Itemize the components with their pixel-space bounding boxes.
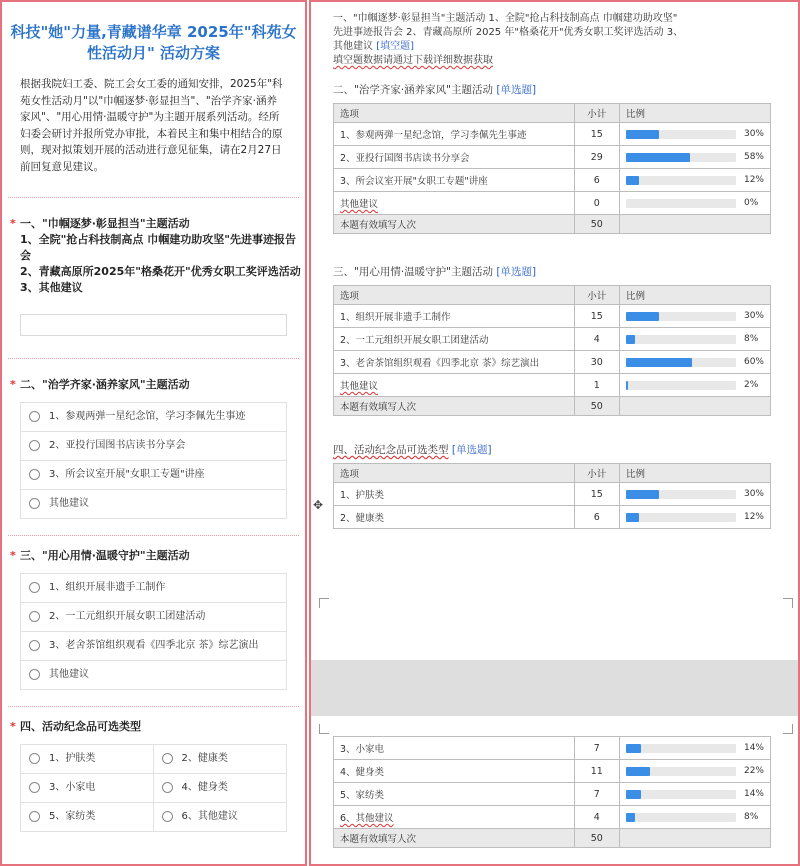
option-count: 4: [574, 806, 619, 829]
move-handle-icon[interactable]: ✥: [313, 498, 324, 512]
option-label: 2、健康类: [334, 506, 575, 529]
question-type-tag: [单选题]: [496, 84, 537, 96]
radio-option[interactable]: 3、小家电: [21, 774, 154, 803]
option-count: 15: [574, 305, 619, 328]
section-4-table: [333, 463, 771, 529]
q1-summary-line: 一、"巾帼逐梦·彰显担当"主题活动 1、全院"抢占科技制高点 巾帼建功助攻坚": [333, 13, 678, 24]
question-2-heading: * 二、"治学齐家·涵养家风"主题活动: [10, 378, 190, 391]
ratio-percent: 30%: [743, 311, 764, 321]
ratio-bar: [626, 130, 736, 139]
question-1-line-1: 1、全院"抢占科技制高点 巾帼建功助攻坚"先进事迹报告会: [20, 233, 296, 262]
ratio-bar: [626, 153, 736, 162]
section-3-table: [333, 285, 771, 416]
question-4-heading: * 四、活动纪念品可选类型: [10, 720, 141, 733]
radio-option[interactable]: 4、健身类: [154, 774, 287, 803]
option-count: 6: [574, 506, 619, 529]
survey-intro: 根据我院妇工委、院工会女工委的通知安排，2025年"科苑女性活动月"以"巾帼逐梦·彰显担当"、"治学齐家·涵养家风"、"用心用情·温暖守护"为主题开展系列活动。经所妇委会研讨并报所党办审批，本着民主和集中相结合的原则，现对拟策划开展的活动进行意见征集，请在2月27日前回复意见建议。: [20, 78, 283, 173]
radio-button[interactable]: [29, 611, 40, 622]
col-ratio-header: 比例: [619, 286, 770, 305]
radio-option[interactable]: 1、组织开展非遗手工制作: [21, 574, 286, 603]
ratio-bar: [626, 312, 736, 321]
option-label: 1、护肤类: [334, 483, 575, 506]
ratio-bar: [626, 199, 736, 208]
radio-option[interactable]: 2、健康类: [154, 745, 287, 774]
ratio-percent: 0%: [743, 198, 759, 208]
option-label: 4、健身类: [334, 760, 575, 783]
ratio-bar-fill: [626, 513, 639, 522]
col-option-header: 选项: [334, 286, 575, 305]
results-document-panel: [309, 0, 800, 866]
survey-form-panel: [0, 0, 307, 866]
radio-option[interactable]: 3、老舍茶馆组织观看《四季北京 茶》综艺演出: [21, 632, 286, 661]
option-label: 6、其他建议: [334, 806, 575, 829]
ratio-percent: 8%: [743, 334, 759, 344]
valid-count: 50: [574, 397, 619, 416]
question-2: [2, 377, 305, 519]
ratio-bar: [626, 381, 736, 390]
col-ratio-header: 比例: [619, 104, 770, 123]
ratio-percent: 60%: [743, 357, 764, 367]
page-break-gap: [311, 660, 800, 716]
question-3: [2, 548, 305, 690]
q1-summary-line: 其他建议 [填空题]: [333, 41, 414, 52]
radio-option[interactable]: 3、所会议室开展"女职工专题"讲座: [21, 461, 286, 490]
col-count-header: 小计: [574, 464, 619, 483]
option-label: 2、亚投行国图书店读书分享会: [334, 146, 575, 169]
option-label: 2、一工元组织开展女职工团建活动: [334, 328, 575, 351]
ratio-percent: 12%: [743, 512, 764, 522]
q1-summary: [311, 12, 798, 68]
radio-button[interactable]: [29, 811, 40, 822]
question-4: [2, 719, 305, 832]
radio-button[interactable]: [162, 782, 173, 793]
question-4-options: [20, 744, 287, 832]
ratio-percent: 22%: [743, 766, 764, 776]
fill-data-note: 填空题数据请通过下载详细数据获取: [333, 55, 493, 66]
ratio-bar-fill: [626, 744, 641, 753]
ratio-bar: [626, 744, 736, 753]
option-count: 7: [574, 783, 619, 806]
ratio-bar: [626, 490, 736, 499]
option-count: 7: [574, 737, 619, 760]
radio-button[interactable]: [29, 498, 40, 509]
section-2-table: [333, 103, 771, 234]
option-label: 1、参观两弹一星纪念馆，学习李佩先生事迹: [334, 123, 575, 146]
option-count: 1: [574, 374, 619, 397]
radio-button[interactable]: [29, 582, 40, 593]
radio-option[interactable]: 1、护肤类: [21, 745, 154, 774]
valid-count: 50: [574, 215, 619, 234]
valid-count: 50: [574, 829, 619, 848]
ratio-bar-fill: [626, 490, 659, 499]
radio-option[interactable]: 2、一工元组织开展女职工团建活动: [21, 603, 286, 632]
radio-option[interactable]: 其他建议: [21, 661, 286, 689]
option-label: 3、老舍茶馆组织观看《四季北京 茶》综艺演出: [334, 351, 575, 374]
question-1: [2, 216, 305, 336]
ratio-bar-fill: [626, 381, 628, 390]
col-option-header: 选项: [334, 464, 575, 483]
option-count: 4: [574, 328, 619, 351]
ratio-bar-fill: [626, 312, 659, 321]
radio-button[interactable]: [29, 440, 40, 451]
divider: [8, 535, 299, 536]
col-option-header: 选项: [334, 104, 575, 123]
ratio-bar-fill: [626, 767, 650, 776]
ratio-bar-fill: [626, 790, 641, 799]
ratio-percent: 14%: [743, 743, 764, 753]
question-2-options: [20, 402, 287, 519]
question-3-options: [20, 573, 287, 690]
col-count-header: 小计: [574, 286, 619, 305]
ratio-bar-fill: [626, 176, 639, 185]
question-1-text-input[interactable]: [20, 314, 287, 336]
section-2-title: 二、"治学齐家·涵养家风"主题活动 [单选题]: [333, 84, 537, 96]
divider: [8, 197, 299, 198]
page-margin-corner: [319, 724, 329, 734]
radio-button[interactable]: [29, 411, 40, 422]
question-type-tag: [填空题]: [376, 41, 414, 52]
radio-button[interactable]: [29, 469, 40, 480]
option-count: 15: [574, 123, 619, 146]
section-3-title: 三、"用心用情·温暖守护"主题活动 [单选题]: [333, 266, 537, 278]
option-count: 30: [574, 351, 619, 374]
ratio-percent: 12%: [743, 175, 764, 185]
ratio-percent: 30%: [743, 489, 764, 499]
option-label: 5、家纺类: [334, 783, 575, 806]
ratio-bar-fill: [626, 813, 635, 822]
col-ratio-header: 比例: [619, 464, 770, 483]
option-count: 15: [574, 483, 619, 506]
ratio-bar: [626, 176, 736, 185]
ratio-bar: [626, 358, 736, 367]
valid-count-label: 本题有效填写人次: [334, 397, 575, 416]
radio-button[interactable]: [29, 782, 40, 793]
option-count: 0: [574, 192, 619, 215]
question-1-line-3: 3、其他建议: [20, 281, 83, 294]
option-count: 6: [574, 169, 619, 192]
ratio-bar-fill: [626, 335, 635, 344]
q1-summary-line: 先进事迹报告会 2、青藏高原所 2025 年"格桑花开"优秀女职工奖评选活动 3、: [333, 27, 684, 38]
ratio-percent: 2%: [743, 380, 759, 390]
section-4-table-continued: [333, 736, 771, 848]
question-3-heading: * 三、"用心用情·温暖守护"主题活动: [10, 549, 190, 562]
radio-option[interactable]: 2、亚投行国图书店读书分享会: [21, 432, 286, 461]
option-label: 3、所会议室开展"女职工专题"讲座: [334, 169, 575, 192]
ratio-bar: [626, 767, 736, 776]
divider: [8, 358, 299, 359]
ratio-bar: [626, 790, 736, 799]
radio-button[interactable]: [162, 811, 173, 822]
divider: [8, 706, 299, 707]
radio-option[interactable]: 其他建议: [21, 490, 286, 518]
valid-count-label: 本题有效填写人次: [334, 829, 575, 848]
ratio-bar-fill: [626, 358, 692, 367]
ratio-percent: 58%: [743, 152, 764, 162]
survey-title: 科技"她"力量,青藏谱华章 2025年"科苑女性活动月" 活动方案: [10, 23, 297, 62]
page-margin-corner: [783, 598, 793, 608]
ratio-bar: [626, 813, 736, 822]
page-margin-corner: [319, 598, 329, 608]
ratio-percent: 14%: [743, 789, 764, 799]
valid-count-label: 本题有效填写人次: [334, 215, 575, 234]
question-1-line-2: 2、青藏高原所2025年"格桑花开"优秀女职工奖评选活动: [20, 265, 301, 278]
radio-option[interactable]: 1、参观两弹一星纪念馆，学习李佩先生事迹: [21, 403, 286, 432]
option-count: 29: [574, 146, 619, 169]
ratio-bar-fill: [626, 130, 659, 139]
option-label: 其他建议: [334, 374, 575, 397]
radio-button[interactable]: [29, 753, 40, 764]
radio-button[interactable]: [162, 753, 173, 764]
ratio-bar-fill: [626, 153, 690, 162]
ratio-percent: 8%: [743, 812, 759, 822]
page-margin-corner: [783, 724, 793, 734]
option-label: 3、小家电: [334, 737, 575, 760]
ratio-percent: 30%: [743, 129, 764, 139]
option-label: 1、组织开展非遗手工制作: [334, 305, 575, 328]
col-count-header: 小计: [574, 104, 619, 123]
radio-option[interactable]: 6、其他建议: [154, 803, 287, 831]
radio-button[interactable]: [29, 640, 40, 651]
radio-button[interactable]: [29, 669, 40, 680]
radio-option[interactable]: 5、家纺类: [21, 803, 154, 831]
option-label: 其他建议: [334, 192, 575, 215]
question-type-tag: [单选题]: [496, 266, 537, 278]
question-type-tag: [单选题]: [451, 444, 492, 456]
option-count: 11: [574, 760, 619, 783]
ratio-bar: [626, 335, 736, 344]
question-1-heading: * 一、"巾帼逐梦·彰显担当"主题活动: [10, 217, 190, 230]
section-4-title: 四、活动纪念品可选类型 [单选题]: [333, 444, 492, 456]
ratio-bar: [626, 513, 736, 522]
